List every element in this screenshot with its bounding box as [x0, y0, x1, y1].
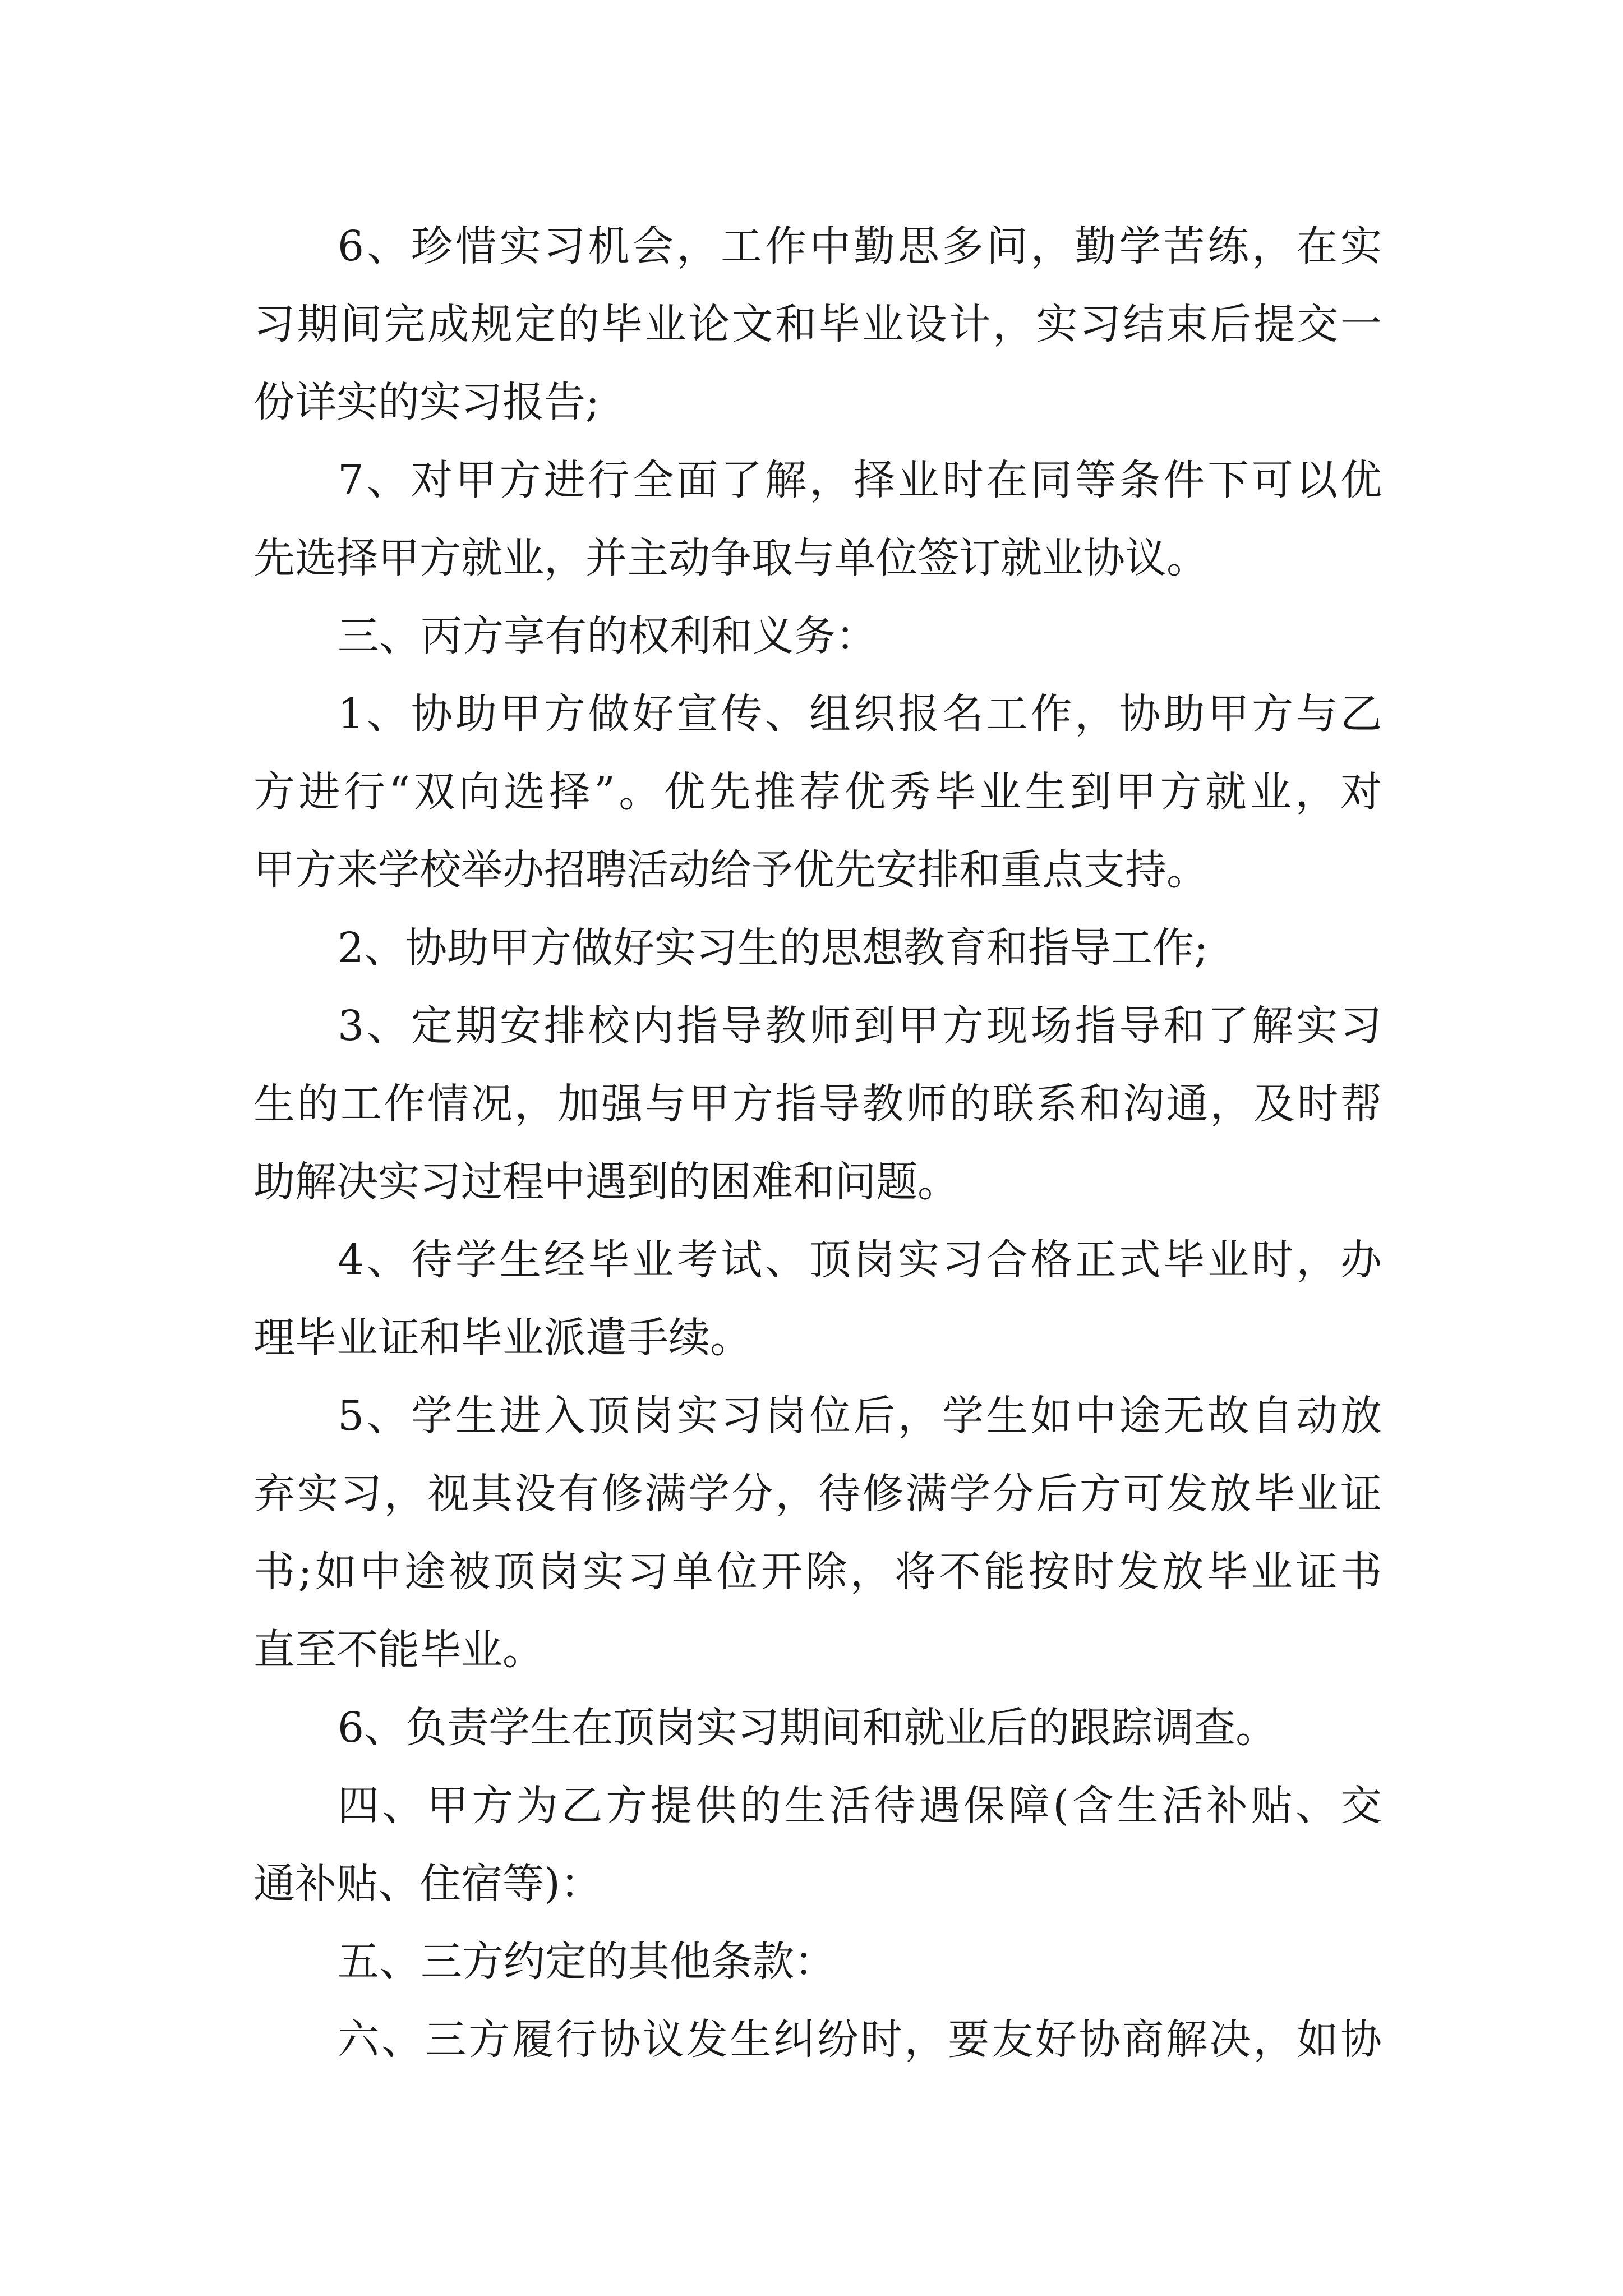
text-line: 4、待学生经毕业考试、顶岗实习合格正式毕业时，办	[338, 1236, 1382, 1284]
text-line: 弃实习，视其没有修满学分，待修满学分后方可发放毕业证	[253, 1470, 1382, 1518]
text-line: 5、学生进入顶岗实习岗位后，学生如中途无故自动放	[338, 1392, 1382, 1440]
text-line: 直至不能毕业。	[253, 1626, 544, 1674]
text-line: 6、珍惜实习机会，工作中勤思多问，勤学苦练，在实	[338, 222, 1382, 270]
text-line: 份详实的实习报告;	[253, 378, 600, 426]
text-line: 通补贴、住宿等)：	[253, 1860, 602, 1908]
text-line: 理毕业证和毕业派遣手续。	[253, 1314, 751, 1362]
text-line: 助解决实习过程中遇到的困难和问题。	[253, 1158, 959, 1206]
text-line: 书;如中途被顶岗实习单位开除，将不能按时发放毕业证书	[253, 1548, 1382, 1596]
text-line: 1、协助甲方做好宣传、组织报名工作，协助甲方与乙	[338, 690, 1382, 738]
text-line: 四、甲方为乙方提供的生活待遇保障(含生活补贴、交	[338, 1782, 1382, 1830]
text-line: 五、三方约定的其他条款：	[338, 1938, 836, 1986]
text-line: 6、负责学生在顶岗实习期间和就业后的跟踪调查。	[338, 1704, 1278, 1752]
document-body	[253, 208, 1382, 2079]
text-line: 生的工作情况，加强与甲方指导教师的联系和沟通，及时帮	[253, 1080, 1382, 1128]
text-line: 习期间完成规定的毕业论文和毕业设计，实习结束后提交一	[253, 300, 1382, 348]
text-line: 2、协助甲方做好实习生的思想教育和指导工作;	[338, 924, 1209, 972]
text-line: 7、对甲方进行全面了解，择业时在同等条件下可以优	[338, 456, 1382, 504]
text-line: 六、三方履行协议发生纠纷时，要友好协商解决，如协	[338, 2016, 1382, 2064]
text-line: 3、定期安排校内指导教师到甲方现场指导和了解实习	[338, 1002, 1382, 1050]
text-line: 三、丙方享有的权利和义务：	[338, 612, 877, 660]
text-line: 甲方来学校举办招聘活动给予优先安排和重点支持。	[253, 846, 1208, 894]
text-line: 先选择甲方就业，并主动争取与单位签订就业协议。	[253, 534, 1208, 582]
text-line: 方进行“双向选择”。优先推荐优秀毕业生到甲方就业，对	[253, 768, 1382, 816]
